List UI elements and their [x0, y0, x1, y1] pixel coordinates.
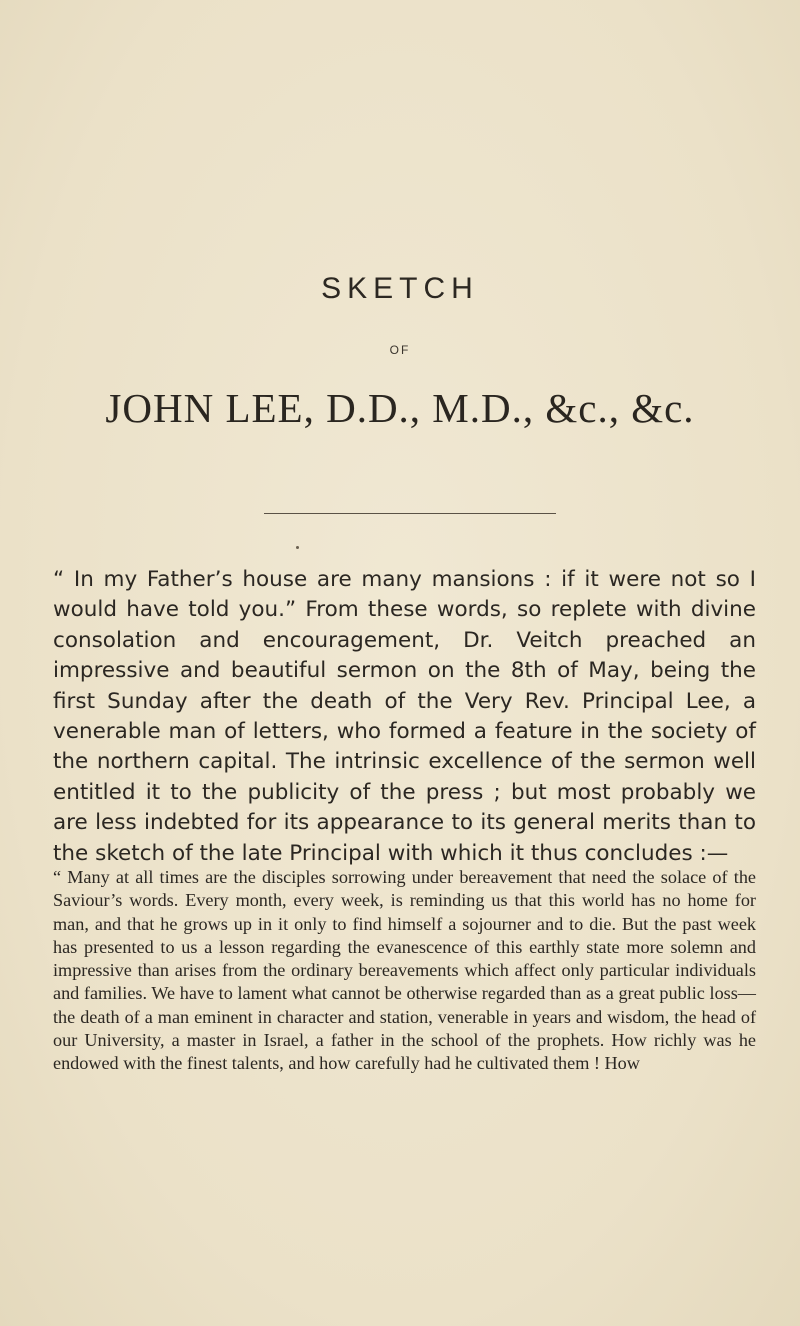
page-title: SKETCH: [321, 272, 479, 305]
title-connector: OF: [389, 343, 411, 357]
decorative-dot: [296, 546, 299, 549]
title-divider: [264, 513, 556, 514]
body-paragraph: “ In my Father’s house are many mansions : if it were not so I would have told you.” From these words, so replete with divine consolation and encouragement, Dr. Veitch preached an impressive and beautiful sermon on the 8th of May, being the first Sunday after the death of the Very Rev. Principal Lee, a venerable man of letters, who formed a feature in the society of the northern capital. The intrinsic excellence of the sermon well entitled it to the publicity of the press ; but most probably we are less indebted for its appearance to its general merits than to the sketch of the late Principal with which it thus concludes :—: [53, 567, 756, 866]
subject-name: JOHN LEE, D.D., M.D., &c., &c.: [105, 385, 695, 431]
quoted-passage: “ Many at all times are the disciples sorrowing under bereavement that need the solace of the Saviour’s words. Every month, every week, is reminding us that this world has no home for man, and that he grows up in it only to find himself a sojourner and to die. But the past week has presented to us a lesson regarding the evanescence of this earthly state more solemn and impressive than arises from the ordinary bereavements which affect only particular individuals and families. We have to lament what cannot be otherwise regarded than as a great public loss—the death of a man eminent in character and station, venerable in years and wisdom, the head of our University, a master in Israel, a father in the school of the prophets. How richly was he endowed with the finest talents, and how carefully had he cultivated them ! How: [53, 867, 756, 1074]
